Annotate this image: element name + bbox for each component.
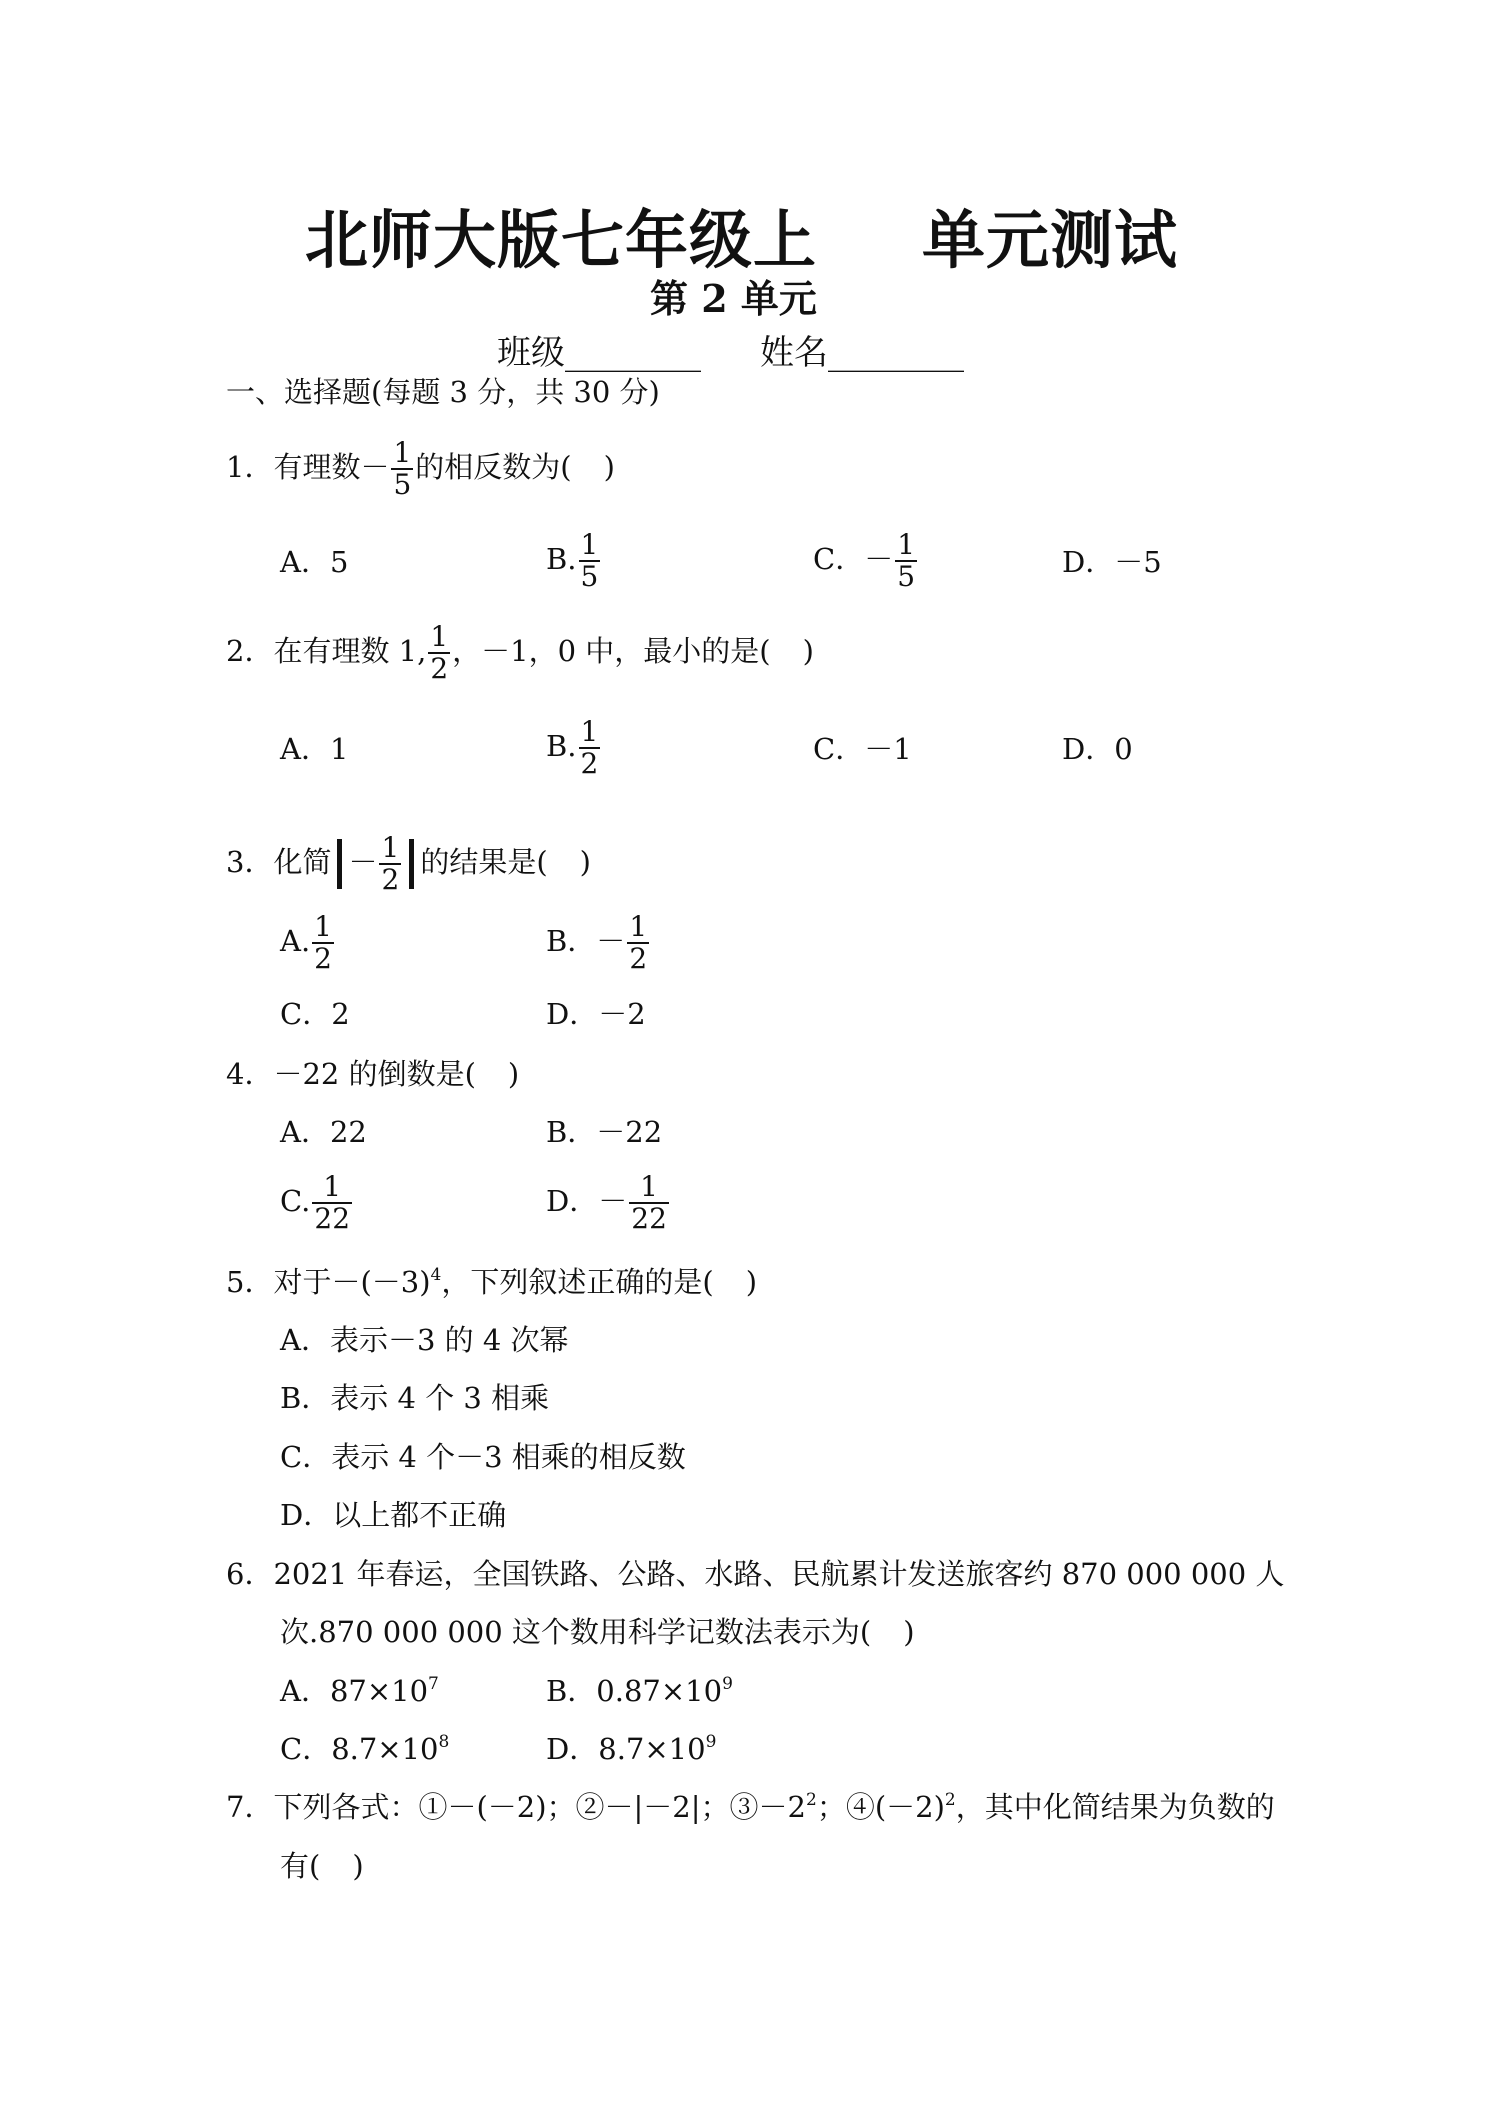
option-b[interactable]: B．－22: [546, 1115, 663, 1149]
option-b[interactable]: B. $\frac{1}{2}$: [546, 715, 599, 781]
name-blank[interactable]: ________: [828, 333, 964, 373]
option-a[interactable]: A．1: [280, 732, 349, 766]
option-d[interactable]: D．－5: [1062, 545, 1162, 579]
question-number: 7．: [226, 1790, 274, 1824]
question-text: 的结果是(: [420, 845, 548, 880]
question-number: 2．: [226, 634, 274, 669]
option-d[interactable]: D．－ $\frac{1}{22}$: [546, 1170, 667, 1236]
class-field: [497, 325, 701, 374]
question-number: 1．: [226, 450, 274, 485]
question-number: 3．: [226, 845, 274, 880]
option-b[interactable]: B. $\frac{1}{5}$: [546, 528, 599, 594]
option-b[interactable]: B．－ $\frac{1}{2}$: [546, 910, 648, 976]
question-number: 5．: [226, 1265, 274, 1299]
name-label: 姓名: [760, 333, 828, 373]
fraction: $\frac{1}{2}$: [430, 620, 449, 686]
option-a[interactable]: A. $\frac{1}{2}$: [280, 910, 332, 976]
question-1: 1．有理数－ $\frac{1}{5}$ 的相反数为( ): [226, 436, 615, 502]
option-c[interactable]: C．2: [280, 997, 350, 1031]
class-label: 班级: [497, 333, 565, 373]
fraction: $\frac{1}{5}$: [393, 436, 412, 502]
question-3: 3．化简 － $\frac{1}{2}$ 的结果是( ): [226, 831, 591, 897]
option-c[interactable]: C．$8.7\times 10^8$: [280, 1732, 450, 1766]
option-a[interactable]: A．22: [280, 1115, 367, 1149]
question-text: 有理数－: [273, 450, 390, 485]
title-right: 单元测试: [922, 204, 1178, 277]
abs-bar-right: [409, 839, 414, 889]
option-d[interactable]: D．－2: [546, 997, 646, 1031]
option-b[interactable]: B．$0.87\times 10^9$: [546, 1674, 733, 1708]
question-text: 2021 年春运，全国铁路、公路、水路、民航累计发送旅客约 870 000 000 人: [273, 1557, 1285, 1591]
question-number: 6．: [226, 1557, 274, 1591]
question-text: －22 的倒数是(: [273, 1057, 476, 1091]
question-6-line2: 次.870 000 000 这个数用科学记数法表示为( ): [280, 1615, 915, 1649]
option-a[interactable]: A．5: [280, 545, 349, 579]
question-number: 4．: [226, 1057, 274, 1091]
question-text: 下列各式：①－(－2)；②－|－2|；③－2: [273, 1790, 806, 1824]
option-a[interactable]: A．表示－3 的 4 次幂: [280, 1323, 569, 1357]
unit-title: 第 2 单元: [650, 276, 817, 321]
question-4: 4．－22 的倒数是( ): [226, 1057, 520, 1091]
question-2: 2．在有理数 1, $\frac{1}{2}$ ，－1，0 中，最小的是( ): [226, 620, 814, 686]
question-text: ，－1，0 中，最小的是(: [452, 634, 771, 669]
option-d[interactable]: D．0: [1062, 732, 1133, 766]
question-5: 5．对于$-(-3)^4$，下列叙述正确的是( ): [226, 1265, 758, 1299]
question-6: [226, 1557, 1285, 1591]
question-text: 对于－(－3): [273, 1265, 431, 1299]
abs-bar-left: [337, 839, 342, 889]
section-heading: 一、选择题(每题 3 分，共 30 分): [226, 375, 660, 409]
option-c[interactable]: C．－ $\frac{1}{5}$: [813, 528, 916, 594]
option-c[interactable]: C. $\frac{1}{22}$: [280, 1170, 351, 1236]
question-7-line2: 有( ): [280, 1849, 364, 1883]
question-text: 在有理数 1,: [273, 634, 427, 669]
option-d[interactable]: D．$8.7\times 10^9$: [546, 1732, 717, 1766]
fraction: $\frac{1}{2}$: [381, 831, 400, 897]
option-a[interactable]: A．$87\times 10^7$: [280, 1674, 439, 1708]
name-field: [760, 325, 964, 374]
option-d[interactable]: D．以上都不正确: [280, 1498, 507, 1532]
class-blank[interactable]: ________: [565, 333, 701, 373]
question-text: ，下列叙述正确的是(: [441, 1265, 714, 1299]
option-c[interactable]: C．－1: [813, 732, 912, 766]
question-text: 化简: [273, 845, 332, 880]
option-c[interactable]: C．表示 4 个－3 相乘的相反数: [280, 1440, 686, 1474]
question-text: 的相反数为(: [415, 450, 572, 485]
question-7: 7．下列各式：①－(－2)；②－|－2|；$③-2^2$；$④(-2)^2$，其中化简结果为负数的: [226, 1790, 1275, 1824]
title-left: 北师大版七年级上: [305, 204, 817, 277]
option-b[interactable]: B．表示 4 个 3 相乘: [280, 1381, 550, 1415]
